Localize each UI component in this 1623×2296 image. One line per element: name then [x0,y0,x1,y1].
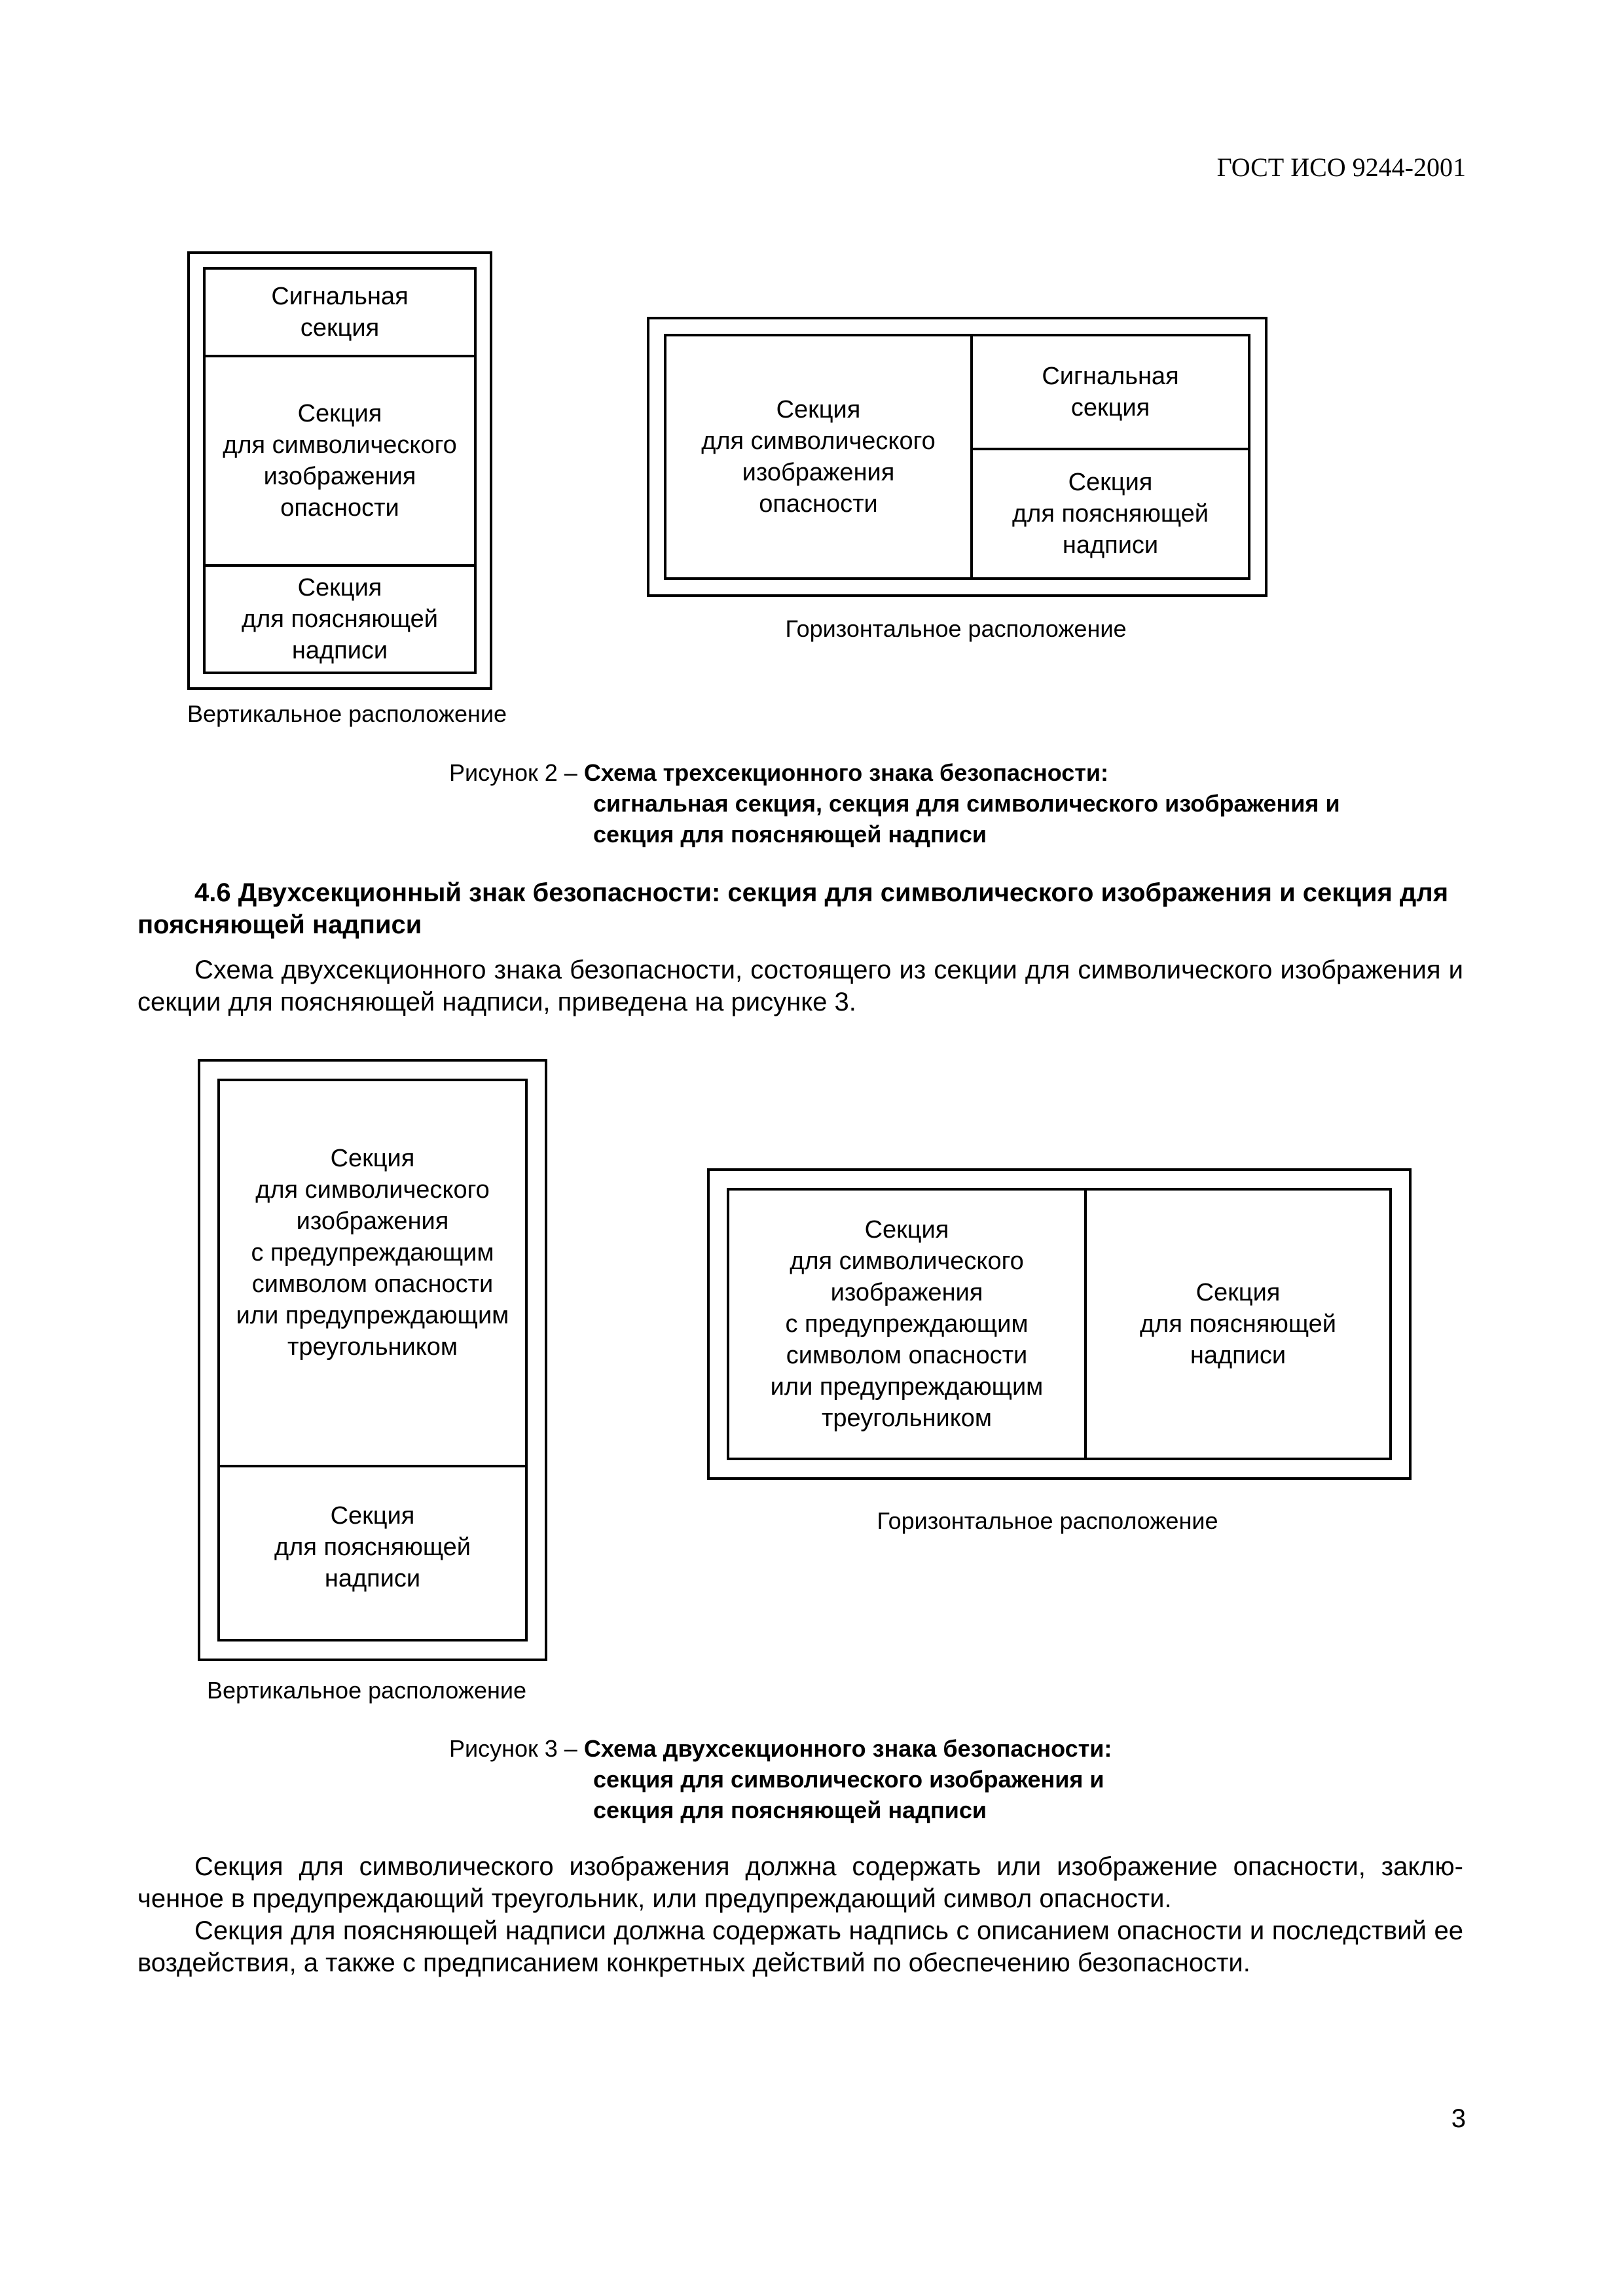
fig2-vertical-sign [187,251,492,690]
fig2-caption-title: Схема трехсекционного знака безопасности: [583,759,1109,786]
fig3-vertical-text-section: Секция для поясняющей надписи [220,1465,525,1639]
fig3-vertical-caption: Вертикальное расположение [206,1677,527,1704]
fig2-horizontal-symbol-section: Секция для символического изображения опасности [701,396,936,518]
fig2-vertical-caption: Вертикальное расположение [187,700,507,727]
fig3-horizontal-sign [707,1168,1412,1480]
fig3-caption-line3: секция для поясняющей надписи [593,1797,987,1823]
fig2-caption-line2: сигнальная секция, секция для символического изображения и [593,790,1340,817]
section-intro: Схема двухсекционного знака безопасности, состоящего из секции для символического изображения и секции для поясняющей надписи, приведена на рисунке 3. [137,956,1463,1016]
section-heading: 4.6 Двухсекционный знак безопасности: секция для символического изображения и секция для поясняющей надписи [137,878,1449,939]
fig2-caption-line3: секция для поясняющей надписи [593,821,987,848]
fig2-vertical-text-section: Секция для поясняющей надписи [206,564,474,672]
fig3-horizontal-symbol-section: Секция для символического изображения с предупреждающим символом опасности или предупреждающим треугольником [770,1216,1044,1432]
fig2-horizontal-signal-section: Сигнальная секция [1042,363,1179,422]
fig3-vertical-symbol-section: Секция для символического изображения с предупреждающим символом опасности или предупреждающим треугольником [236,1145,509,1361]
fig2-vertical-signal-section: Сигнальная секция [271,283,409,342]
page-number: 3 [1451,2104,1466,2133]
fig3-vertical-sign [198,1059,547,1661]
body-paragraph-2: Секция для поясняющей надписи должна содержать надпись с описанием опасности и последствий ее воздействия, а также с предписанием конкретных действий по обеспечению безопасности. [137,1916,1463,1977]
fig3-horizontal-text-section: Секция для поясняющей надписи [1084,1191,1389,1458]
fig3-caption-label: Рисунок 3 – [449,1735,584,1762]
fig2-vertical-symbol-section: Секция для символического изображения опасности [206,355,474,564]
fig3-caption-line2: секция для символического изображения и [593,1766,1104,1793]
fig3-caption [449,1733,1497,1825]
fig2-caption [449,757,1497,850]
standard-designation: ГОСТ ИСО 9244-2001 [1216,152,1466,182]
fig3-caption-title: Схема двухсекционного знака безопасности: [583,1735,1112,1762]
fig2-horizontal-caption: Горизонтальное расположение [785,615,1127,642]
fig3-horizontal-caption: Горизонтальное расположение [877,1507,1218,1534]
fig2-caption-label: Рисунок 2 – [449,759,584,786]
fig2-horizontal-text-section: Секция для поясняющей надписи [973,448,1248,577]
fig2-horizontal-sign [647,317,1267,597]
body-paragraph-1: Секция для символического изображения должна содержать или изображение опасности, заключенное в предупреждающий треугольник, или предупреждающий символ опасности. [137,1852,1463,1913]
